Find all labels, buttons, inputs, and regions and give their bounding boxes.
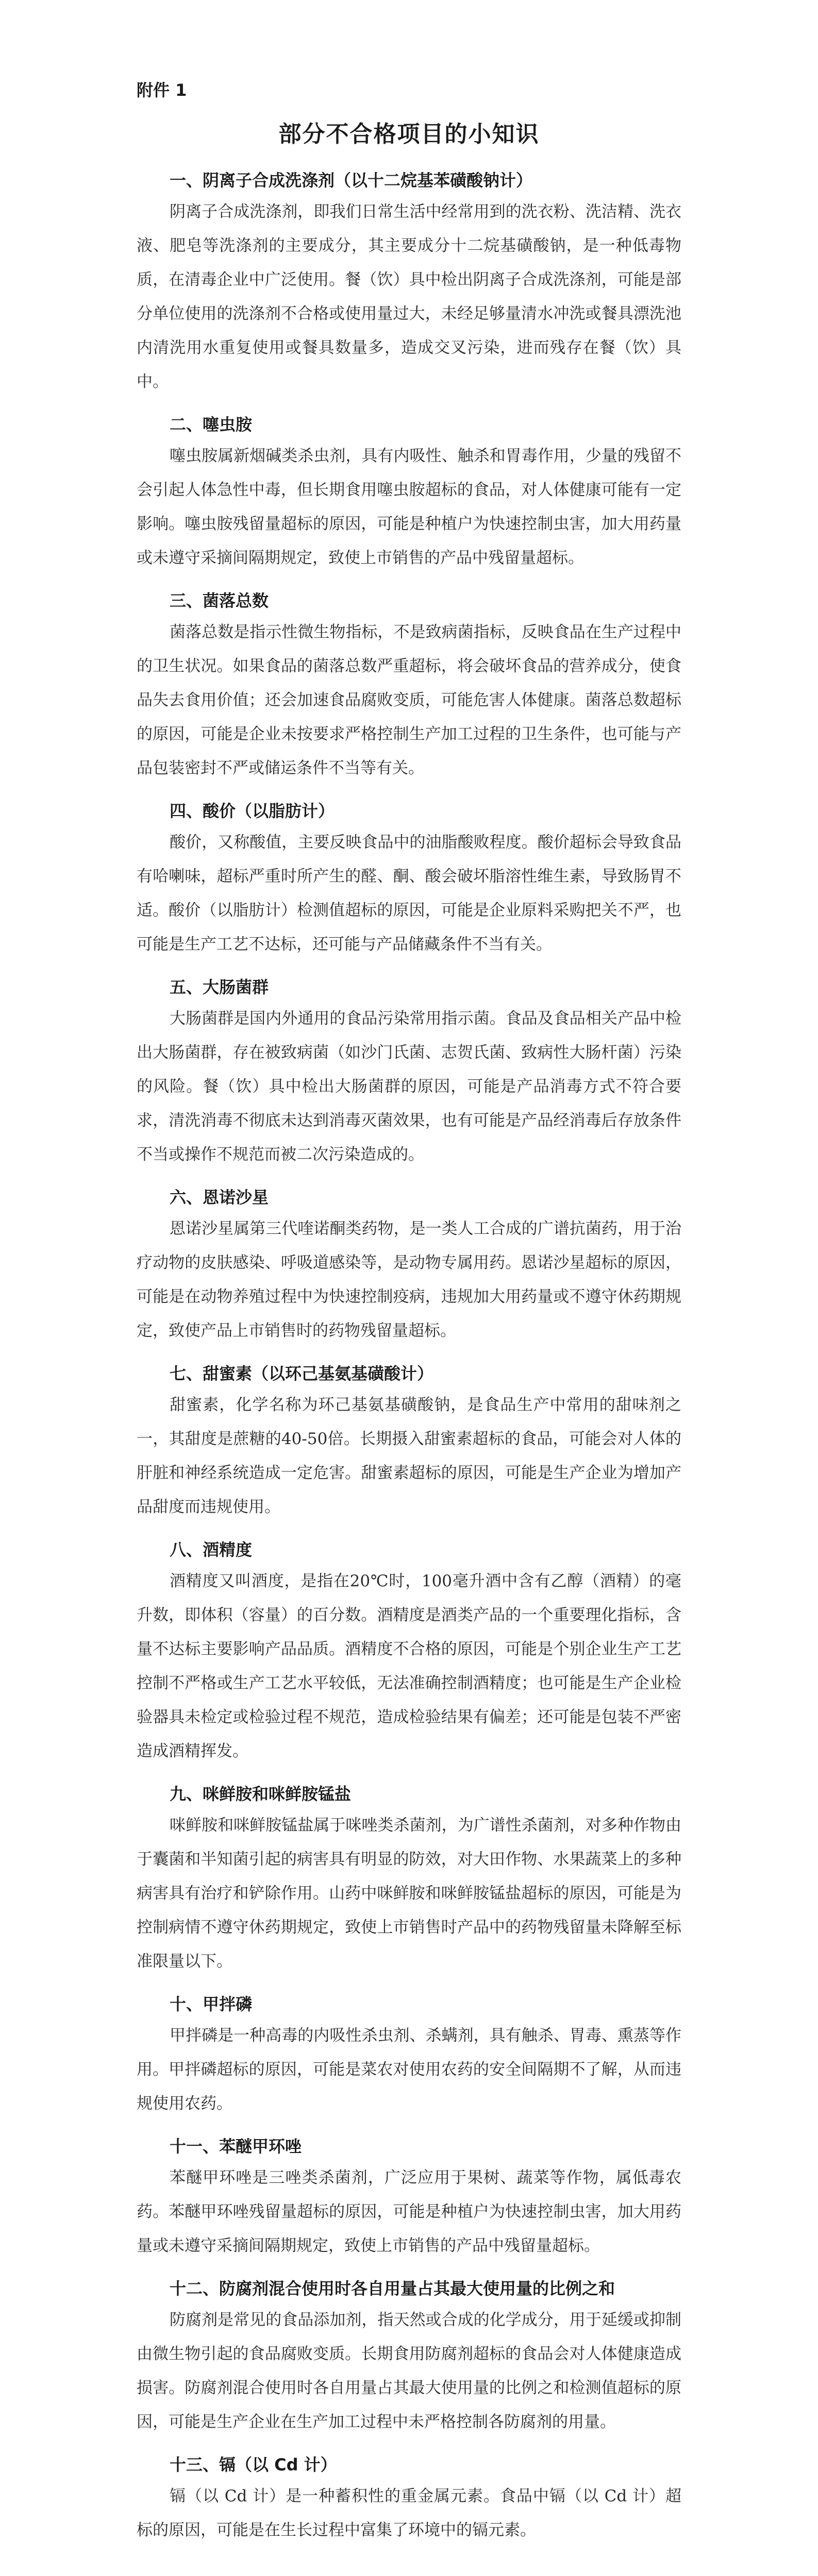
section-body: 酒精度又叫酒度，是指在20℃时，100毫升酒中含有乙醇（酒精）的毫升数，即体积（容量）的百分数。酒精度是酒类产品的一个重要理化指标，含量不达标主要影响产品品质。酒精度不合格的原因，可能是个别企业生产工艺控制不严格或生产工艺水平较低，无法准确控制酒精度；也可能是生产企业检验器具未检定或检验过程不规范，造成检验结果有偏差；还可能是包装不严密造成酒精挥发。 xyxy=(137,1572,681,1760)
section-preservatives-ratio xyxy=(137,2274,681,2439)
section-body: 甲拌磷是一种高毒的内吸性杀虫剂、杀螨剂，具有触杀、胃毒、熏蒸等作用。甲拌磷超标的原因，可能是菜农对使用农药的安全间隔期不了解，从而违规使用农药。 xyxy=(137,2026,681,2113)
section-heading: 八、酒精度 xyxy=(170,1540,253,1560)
section-heading: 二、噻虫胺 xyxy=(170,415,253,434)
section-body: 阴离子合成洗涤剂，即我们日常生活中经常用到的洗衣粉、洗洁精、洗衣液、肥皂等洗涤剂的主要成分，其主要成分十二烷基磺酸钠，是一种低毒物质，在清毒企业中广泛使用。餐（饮）具中检出阴离子合成洗涤剂，可能是部分单位使用的洗涤剂不合格或使用量过大，未经足够量清水冲洗或餐具漂洗池内清洗用水重复使用或餐具数量多，造成交叉污染，进而残存在餐（饮）具中。 xyxy=(137,202,681,391)
section-body: 咪鲜胺和咪鲜胺锰盐属于咪唑类杀菌剂，为广谱性杀菌剂，对多种作物由于囊菌和半知菌引起的病害具有明显的防效，对大田作物、水果蔬菜上的多种病害具有治疗和铲除作用。山药中咪鲜胺和咪鲜胺锰盐超标的原因，可能是为控制病情不遵守休药期规定，致使上市销售时产品中的药物残留量未降解至标准限量以下。 xyxy=(137,1816,681,1971)
section-heading: 十、甲拌磷 xyxy=(170,1994,253,2014)
section-body: 苯醚甲环唑是三唑类杀菌剂，广泛应用于果树、蔬菜等作物，属低毒农药。苯醚甲环唑残留量超标的原因，可能是种植户为快速控制虫害，加大用药量或未遵守采摘间隔期规定，致使上市销售的产品中残留量超标。 xyxy=(137,2168,681,2255)
section-heading: 十一、苯醚甲环唑 xyxy=(170,2137,302,2156)
section-coliforms xyxy=(137,973,681,1172)
section-anionic-detergent xyxy=(137,166,681,399)
section-body: 酸价，又称酸值，主要反映食品中的油脂酸败程度。酸价超标会导致食品有哈喇味，超标严重时所产生的醛、酮、酸会破坏脂溶性维生素，导致肠胃不适。酸价（以脂肪计）检测值超标的原因，可能是企业原料采购把关不严，也可能是生产工艺不达标，还可能与产品储藏条件不当有关。 xyxy=(137,833,681,954)
section-cyclamate xyxy=(137,1359,681,1524)
section-prochloraz xyxy=(137,1780,681,1978)
section-enrofloxacin xyxy=(137,1183,681,1348)
section-alcohol-content xyxy=(137,1535,681,1768)
document-page xyxy=(137,77,681,2558)
section-body: 菌落总数是指示性微生物指标，不是致病菌指标，反映食品在生产过程中的卫生状况。如果食品的菌落总数严重超标，将会破坏食品的营养成分，使食品失去食用价值；还会加速食品腐败变质，可能危害人体健康。菌落总数超标的原因，可能是企业未按要求严格控制生产加工过程的卫生条件，也可能与产品包装密封不严或储运条件不当等有关。 xyxy=(137,623,681,777)
section-body: 镉（以 Cd 计）是一种蓄积性的重金属元素。食品中镉（以 Cd 计）超标的原因，可能是在生长过程中富集了环境中的镉元素。 xyxy=(137,2487,681,2539)
section-clothianidin xyxy=(137,410,681,575)
section-heading: 七、甜蜜素（以环己基氨基磺酸计） xyxy=(170,1364,434,1383)
section-heading: 四、酸价（以脂肪计） xyxy=(170,801,335,821)
section-body: 噻虫胺属新烟碱类杀虫剂，具有内吸性、触杀和胃毒作用，少量的残留不会引起人体急性中毒，但长期食用噻虫胺超标的食品，对人体健康可能有一定影响。噻虫胺残留量超标的原因，可能是种植户为快速控制虫害，加大用药量或未遵守采摘间隔期规定，致使上市销售的产品中残留量超标。 xyxy=(137,447,681,567)
section-body: 大肠菌群是国内外通用的食品污染常用指示菌。食品及食品相关产品中检出大肠菌群，存在被致病菌（如沙门氏菌、志贺氏菌、致病性大肠杆菌）污染的风险。餐（饮）具中检出大肠菌群的原因，可能是产品消毒方式不符合要求，清洗消毒不彻底未达到消毒灭菌效果，也有可能是产品经消毒后存放条件不当或操作不规范而被二次污染造成的。 xyxy=(137,1009,681,1164)
section-body: 防腐剂是常见的食品添加剂，指天然或合成的化学成分，用于延缓或抑制由微生物引起的食品腐败变质。长期食用防腐剂超标的食品会对人体健康造成损害。防腐剂混合使用时各自用量占其最大使用量的比例之和检测值超标的原因，可能是生产企业在生产加工过程中未严格控制各防腐剂的用量。 xyxy=(137,2311,681,2431)
section-phorate xyxy=(137,1990,681,2121)
section-heading: 六、恩诺沙星 xyxy=(170,1188,269,1207)
page-title: 部分不合格项目的小知识 xyxy=(278,121,540,147)
section-heading: 十三、镉（以 Cd 计） xyxy=(170,2455,337,2475)
section-heading: 十二、防腐剂混合使用时各自用量占其最大使用量的比例之和 xyxy=(170,2279,615,2298)
section-heading: 五、大肠菌群 xyxy=(170,977,269,997)
section-cadmium xyxy=(137,2450,681,2547)
section-body: 恩诺沙星属第三代喹诺酮类药物，是一类人工合成的广谱抗菌药，用于治疗动物的皮肤感染、呼吸道感染等，是动物专属用药。恩诺沙星超标的原因，可能是在动物养殖过程中为快速控制疫病，违规加大用药量或不遵守休药期规定，致使产品上市销售时的药物残留量超标。 xyxy=(137,1219,681,1340)
attachment-label: 附件 1 xyxy=(137,80,187,100)
section-heading: 三、菌落总数 xyxy=(170,591,269,611)
section-total-bacterial-count xyxy=(137,586,681,785)
section-acid-value xyxy=(137,796,681,961)
section-heading: 一、阴离子合成洗涤剂（以十二烷基苯磺酸钠计） xyxy=(170,171,533,190)
section-body: 甜蜜素，化学名称为环己基氨基磺酸钠，是食品生产中常用的甜味剂之一，其甜度是蔗糖的40-50倍。长期摄入甜蜜素超标的食品，可能会对人体的肝脏和神经系统造成一定危害。甜蜜素超标的原因，可能是生产企业为增加产品甜度而违规使用。 xyxy=(137,1396,681,1516)
section-difenoconazole xyxy=(137,2132,681,2263)
section-heading: 九、咪鲜胺和咪鲜胺锰盐 xyxy=(170,1784,352,1804)
